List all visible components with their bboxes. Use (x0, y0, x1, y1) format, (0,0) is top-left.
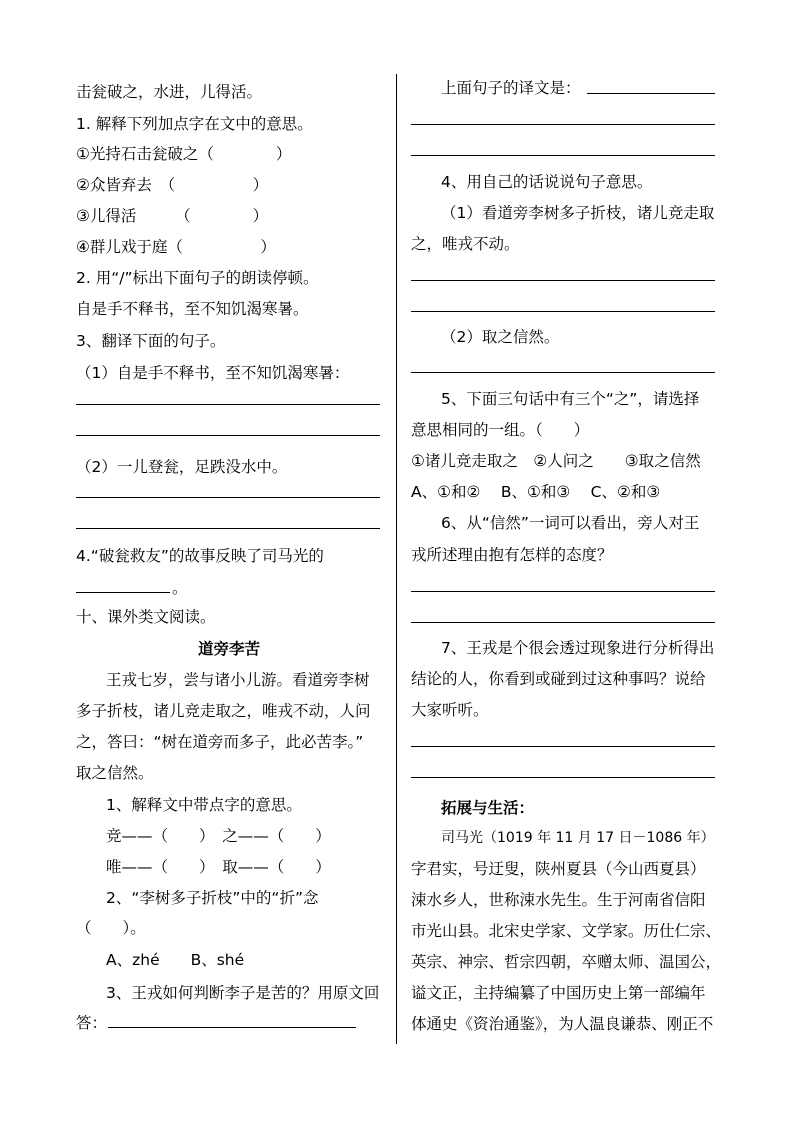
bio-line: 涑水乡人，世称涑水先生。生于河南省信阳 (411, 891, 706, 909)
question-1-item: ①光持石击瓮破之（ ） (76, 145, 292, 163)
passage-line: 多子折枝，诸儿竞走取之，唯戎不动，人问 (76, 702, 371, 720)
question-4: 4.“破瓮救友”的故事反映了司马光的 (76, 547, 324, 565)
answer-line[interactable] (76, 497, 380, 498)
right-question-4-item: （1）看道旁李树多子折枝，诸儿竞走取 (441, 204, 715, 222)
passage-question-3: 3、王戎如何判断李子是苦的？用原文回 (106, 984, 380, 1002)
right-question-5-items: ①诸儿竞走取之 ②人问之 ③取之信然 (411, 452, 701, 470)
answer-line[interactable] (76, 528, 380, 529)
answer-line[interactable] (411, 622, 715, 623)
right-question-5-options: A、①和② B、①和③ C、②和③ (411, 483, 661, 501)
passage-question-1-item: 竞——（ ） 之——（ ） (106, 827, 331, 845)
right-question-4-item: 之，唯戎不动。 (411, 235, 520, 253)
question-3-item: （2）一儿登瓮，足跌没水中。 (76, 458, 288, 476)
right-question-6: 6、从“信然”一词可以看出，旁人对王 (441, 514, 700, 532)
question-2: 2. 用“/”标出下面句子的朗读停顿。 (76, 269, 319, 287)
answer-line[interactable] (76, 435, 380, 436)
bio-line: 司马光（1019 年 11 月 17 日－1086 年） (441, 830, 715, 846)
question-2-sentence: 自是手不释书，至不知饥渴寒暑。 (76, 300, 309, 318)
answer-line[interactable] (411, 124, 715, 125)
question-3: 3、翻译下面的句子。 (76, 332, 226, 350)
section-heading: 十、课外类文阅读。 (76, 608, 216, 626)
question-3-item: （1）自是手不释书，至不知饥渴寒暑： (76, 364, 350, 382)
passage-question-3-answer: 答： (76, 1014, 108, 1032)
answer-line[interactable] (76, 404, 380, 405)
question-1: 1. 解释下列加点字在文中的意思。 (76, 115, 313, 133)
right-question-7: 结论的人，你看到或碰到过这种事吗？说给 (411, 670, 706, 688)
passage-title: 道旁李苦 (197, 640, 260, 658)
text-line: 击瓮破之，水进，儿得活。 (76, 83, 263, 101)
bio-line: 体通史《资治通鉴》，为人温良谦恭、刚正不 (411, 1015, 714, 1033)
bio-line: 市光山县。北宋史学家、文学家。历仕仁宗、 (411, 922, 722, 940)
question-1-item: ②众皆弃去 （ ） (76, 176, 269, 194)
passage-line: 取之信然。 (76, 764, 154, 782)
right-question-4: 4、用自己的话说说句子意思。 (441, 173, 653, 191)
passage-question-2-options: A、zhé B、shé (106, 951, 245, 969)
column-divider (396, 74, 397, 1044)
right-question-4-item: （2）取之信然。 (441, 328, 560, 346)
right-question-7: 大家听听。 (411, 701, 489, 719)
text-punct: 。 (172, 579, 188, 597)
answer-line[interactable] (411, 280, 715, 281)
answer-line[interactable] (108, 1027, 356, 1028)
passage-question-1-item: 唯——（ ） 取——（ ） (106, 858, 331, 876)
answer-line[interactable] (76, 592, 170, 593)
question-1-item: ④群儿戏于庭（ ） (76, 238, 276, 256)
translation-label: 上面句子的译文是： (441, 79, 581, 97)
passage-question-1: 1、解释文中带点字的意思。 (106, 796, 302, 814)
answer-line[interactable] (411, 746, 715, 747)
bio-line: 字君实，号迂叟，陕州夏县（今山西夏县） (411, 860, 706, 878)
extension-heading: 拓展与生活： (441, 799, 535, 817)
right-question-6: 戎所述理由抱有怎样的态度？ (411, 546, 613, 564)
passage-question-2: 2、“李树多子折枝”中的“折”念 (106, 889, 319, 907)
answer-line[interactable] (411, 155, 715, 156)
passage-line: 之，答曰：“树在道旁而多子，此必苦李。” (76, 733, 364, 751)
answer-line[interactable] (411, 777, 715, 778)
answer-line[interactable] (587, 93, 715, 94)
answer-line[interactable] (411, 591, 715, 592)
right-question-5: 意思相同的一组。（ ） (411, 421, 590, 439)
passage-question-2-blank: （ ）。 (76, 919, 146, 937)
right-question-7: 7、王戎是个很会透过现象进行分析得出 (441, 639, 715, 657)
bio-line: 英宗、神宗、哲宗四朝，卒赠太师、温国公， (411, 953, 722, 971)
answer-line[interactable] (411, 372, 715, 373)
passage-line: 王戎七岁，尝与诸小儿游。看道旁李树 (106, 671, 370, 689)
answer-line[interactable] (411, 311, 715, 312)
right-question-5: 5、下面三句话中有三个“之”，请选择 (441, 390, 700, 408)
bio-line: 谥文正，主持编纂了中国历史上第一部编年 (411, 984, 706, 1002)
question-1-item: ③儿得活 （ ） (76, 207, 269, 225)
